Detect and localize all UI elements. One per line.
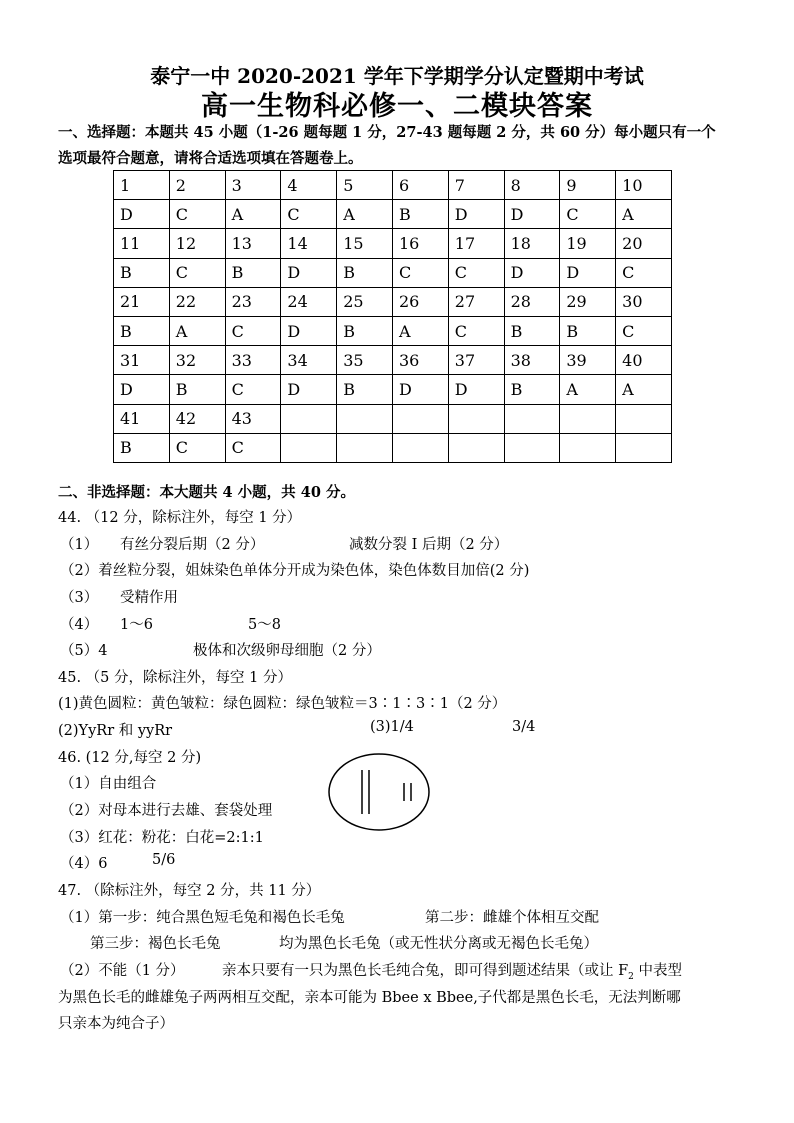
answer-cell: D [448, 375, 504, 404]
question-number-cell: 31 [114, 346, 170, 375]
document-title: 泰宁一中 2020-2021 学年下学期学分认定暨期中考试 [150, 64, 644, 88]
answer-row [114, 258, 672, 287]
q44-4-answer-b: 5～8 [248, 617, 281, 633]
answer-cell: D [281, 375, 337, 404]
q45-2-answer: (2)YyRr 和 yyRr [58, 723, 173, 739]
answer-cell: A [337, 200, 393, 229]
q47-1-step2: 第二步：雌雄个体相互交配 [425, 910, 599, 926]
q45-3-answer-b: 3/4 [512, 719, 536, 735]
question-number-row [114, 229, 672, 258]
question-number-cell: 26 [392, 287, 448, 316]
answer-cell: C [169, 433, 225, 462]
question-number-cell: 33 [225, 346, 281, 375]
answer-cell: B [225, 258, 281, 287]
q45-header: 45. （5 分，除标注外，每空 1 分） [58, 670, 292, 686]
question-number-cell: 24 [281, 287, 337, 316]
q46-4-answer-b: 5/6 [152, 852, 176, 868]
cell-diagram [327, 752, 431, 832]
q47-2-explanation-line3: 只亲本为纯合子） [58, 1016, 174, 1032]
question-number-cell: 13 [225, 229, 281, 258]
section1-heading-line2: 选项最符合题意，请将合适选项填在答题卷上。 [58, 150, 363, 167]
question-number-cell: 42 [169, 404, 225, 433]
answer-cell: B [337, 375, 393, 404]
answer-cell: C [560, 200, 616, 229]
question-number-cell [504, 404, 560, 433]
answer-cell: B [504, 316, 560, 345]
question-number-cell: 1 [114, 171, 170, 200]
q47-2-answer: （2）不能（1 分） [60, 963, 185, 979]
answer-cell: C [225, 375, 281, 404]
question-number-row [114, 171, 672, 200]
question-number-cell: 4 [281, 171, 337, 200]
answer-row [114, 375, 672, 404]
question-number-cell [337, 404, 393, 433]
question-number-cell: 20 [616, 229, 672, 258]
question-number-cell: 7 [448, 171, 504, 200]
answer-cell: D [392, 375, 448, 404]
question-number-cell: 18 [504, 229, 560, 258]
answer-cell: B [337, 258, 393, 287]
q44-3-number: （3） [60, 590, 99, 606]
answer-cell: B [560, 316, 616, 345]
question-number-row [114, 287, 672, 316]
q45-1-answer: (1)黄色圆粒：黄色皱粒：绿色圆粒：绿色皱粒＝3∶1∶3∶1（2 分） [58, 696, 507, 712]
question-number-cell: 17 [448, 229, 504, 258]
q44-5-answer-a: （5）4 [60, 643, 108, 659]
q46-header: 46. (12 分,每空 2 分) [58, 750, 202, 766]
answer-cell: C [281, 200, 337, 229]
question-number-cell [560, 404, 616, 433]
answer-cell: C [392, 258, 448, 287]
answer-cell: B [504, 375, 560, 404]
q47-2-explanation: 亲本只要有一只为黑色长毛纯合兔，即可得到题述结果（或让 $F_2$ 中表型 [222, 963, 683, 982]
q47-2-explanation-line2: 为黑色长毛的雌雄兔子两两相互交配，亲本可能为 Bbee x Bbee,子代都是黑色长毛，无法判断哪 [58, 990, 681, 1006]
q44-3-answer: 受精作用 [120, 590, 178, 606]
answer-cell: D [504, 200, 560, 229]
q45-3-answer-a: (3)1/4 [370, 719, 414, 735]
question-number-cell: 11 [114, 229, 170, 258]
answer-cell: C [448, 258, 504, 287]
q47-1-result: 均为黑色长毛兔（或无性状分离或无褐色长毛兔） [279, 936, 598, 952]
question-number-row [114, 404, 672, 433]
q44-4-answer-a: 1～6 [120, 617, 153, 633]
question-number-cell: 37 [448, 346, 504, 375]
question-number-cell: 36 [392, 346, 448, 375]
question-number-cell: 6 [392, 171, 448, 200]
answer-row [114, 200, 672, 229]
question-number-cell: 2 [169, 171, 225, 200]
answer-cell: D [281, 258, 337, 287]
q44-4-number: （4） [60, 617, 99, 633]
answer-cell [337, 433, 393, 462]
question-number-cell: 3 [225, 171, 281, 200]
question-number-cell: 10 [616, 171, 672, 200]
answer-cell: B [392, 200, 448, 229]
answer-cell: A [169, 316, 225, 345]
answer-cell: C [448, 316, 504, 345]
answer-cell: D [560, 258, 616, 287]
answer-cell: C [169, 258, 225, 287]
question-number-cell: 14 [281, 229, 337, 258]
question-number-cell: 35 [337, 346, 393, 375]
q46-1-answer: （1）自由组合 [60, 776, 157, 792]
question-number-cell: 22 [169, 287, 225, 316]
q47-header: 47. （除标注外，每空 2 分，共 11 分） [58, 883, 321, 899]
question-number-cell [616, 404, 672, 433]
q44-header: 44. （12 分，除标注外，每空 1 分） [58, 510, 302, 526]
question-number-cell: 32 [169, 346, 225, 375]
question-number-cell: 9 [560, 171, 616, 200]
question-number-cell: 21 [114, 287, 170, 316]
section2-heading: 二、非选择题：本大题共 4 小题，共 40 分。 [58, 484, 355, 501]
question-number-cell: 29 [560, 287, 616, 316]
answer-cell [560, 433, 616, 462]
answer-row [114, 316, 672, 345]
question-number-cell: 16 [392, 229, 448, 258]
question-number-cell: 30 [616, 287, 672, 316]
q46-2-answer: （2）对母本进行去雄、套袋处理 [60, 803, 273, 819]
q44-2-answer: （2）着丝粒分裂，姐妹染色单体分开成为染色体，染色体数目加倍(2 分) [60, 563, 530, 579]
answer-cell [616, 433, 672, 462]
question-number-cell: 28 [504, 287, 560, 316]
q44-5-answer-b: 极体和次级卵母细胞（2 分） [193, 643, 381, 659]
question-number-cell [281, 404, 337, 433]
answer-cell: A [225, 200, 281, 229]
answer-cell: B [169, 375, 225, 404]
q47-1-step3: 第三步：褐色长毛兔 [90, 936, 221, 952]
question-number-cell: 15 [337, 229, 393, 258]
question-number-cell: 34 [281, 346, 337, 375]
subscript: 2 [628, 971, 634, 982]
q44-1-number: （1） [60, 537, 99, 553]
q46-4-answer-a: （4）6 [60, 856, 108, 872]
document-subtitle: 高一生物科必修一、二模块答案 [201, 91, 593, 122]
answer-cell [448, 433, 504, 462]
answer-cell: B [114, 258, 170, 287]
answer-cell: C [169, 200, 225, 229]
answer-table [113, 170, 672, 463]
question-number-cell: 19 [560, 229, 616, 258]
q47-1-step1: （1）第一步：纯合黑色短毛兔和褐色长毛兔 [60, 910, 345, 926]
question-number-cell: 38 [504, 346, 560, 375]
answer-cell: C [225, 316, 281, 345]
q44-1-answer-a: 有丝分裂后期（2 分） [120, 537, 265, 553]
question-number-cell: 8 [504, 171, 560, 200]
answer-cell [504, 433, 560, 462]
question-number-cell: 25 [337, 287, 393, 316]
answer-row [114, 433, 672, 462]
q44-1-answer-b: 减数分裂 I 后期（2 分） [349, 537, 509, 553]
answer-cell: D [504, 258, 560, 287]
answer-cell: C [616, 258, 672, 287]
answer-cell: D [281, 316, 337, 345]
question-number-cell: 39 [560, 346, 616, 375]
section1-heading: 一、选择题：本题共 45 小题（1-26 题每题 1 分，27-43 题每题 2 分，共 60 分）每小题只有一个 [58, 124, 716, 141]
question-number-cell: 5 [337, 171, 393, 200]
question-number-cell: 41 [114, 404, 170, 433]
question-number-cell: 43 [225, 404, 281, 433]
question-number-cell: 40 [616, 346, 672, 375]
answer-cell [281, 433, 337, 462]
question-number-cell: 27 [448, 287, 504, 316]
answer-cell: B [114, 433, 170, 462]
answer-cell: D [448, 200, 504, 229]
answer-cell: A [616, 375, 672, 404]
cell-outline [329, 754, 429, 830]
answer-cell: B [337, 316, 393, 345]
answer-cell: D [114, 375, 170, 404]
question-number-cell: 12 [169, 229, 225, 258]
answer-cell [392, 433, 448, 462]
answer-cell: B [114, 316, 170, 345]
answer-cell: A [392, 316, 448, 345]
question-number-row [114, 346, 672, 375]
question-number-cell: 23 [225, 287, 281, 316]
answer-cell: C [225, 433, 281, 462]
answer-cell: C [616, 316, 672, 345]
question-number-cell [392, 404, 448, 433]
answer-cell: D [114, 200, 170, 229]
q46-3-answer: （3）红花：粉花：白花=2:1:1 [60, 830, 264, 846]
answer-cell: A [560, 375, 616, 404]
question-number-cell [448, 404, 504, 433]
answer-cell: A [616, 200, 672, 229]
